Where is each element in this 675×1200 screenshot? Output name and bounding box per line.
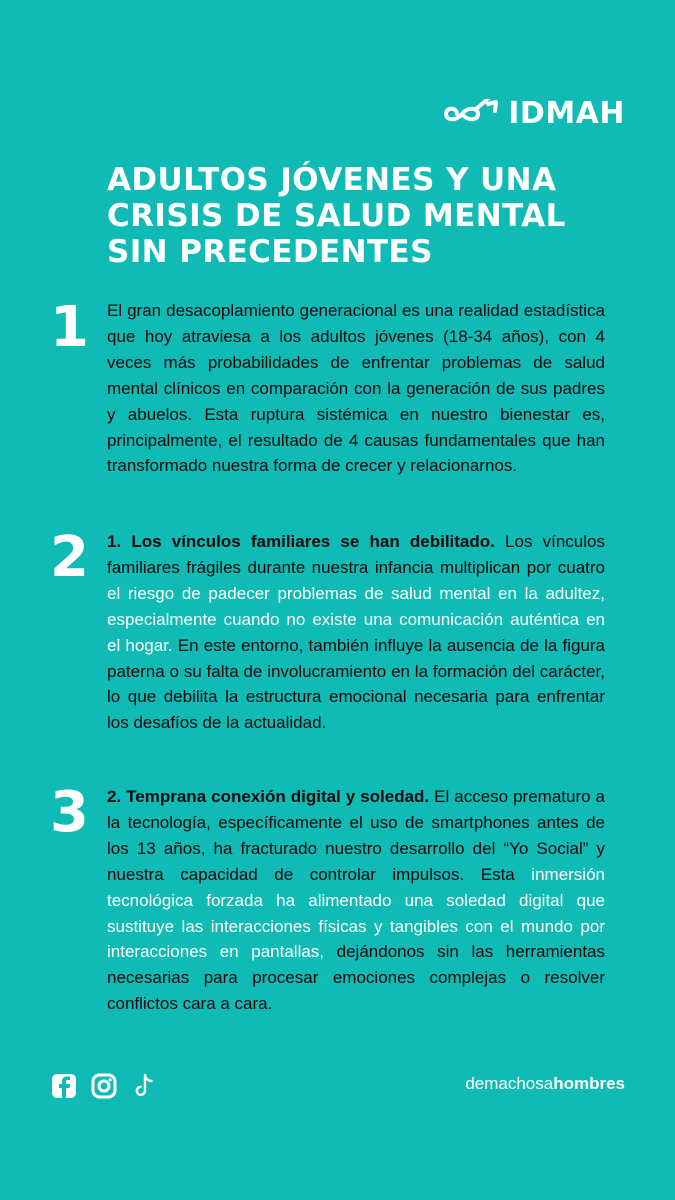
page-title <box>107 162 627 270</box>
instagram-icon[interactable] <box>90 1072 118 1100</box>
section-paragraph <box>107 298 605 479</box>
paragraph-text: dejándonos sin las herramientas necesarias para procesar emociones complejas o resolver conflictos cara a cara. <box>107 942 606 1014</box>
section-paragraph <box>107 529 605 736</box>
brand-logo <box>442 96 625 131</box>
section-number: 3 <box>50 780 89 845</box>
handle-regular: demachosa <box>465 1074 554 1093</box>
tiktok-icon[interactable] <box>130 1072 158 1100</box>
paragraph-text: El gran desacoplamiento generacional es una realidad estadística que hoy atraviesa a los adultos jóvenes (18-34 años), con 4 veces más probabilidades de enfrentar problemas de salud mental clínicos en comparación con la generación de sus padres y abuelos. Esta ruptura sistémica en nuestro bienestar es, principalmente, el resultado de 4 causas fundamentales que han transformado nuestra forma de crecer y relacionarnos. <box>107 301 605 476</box>
handle-bold: hombres <box>553 1074 625 1093</box>
title-line: CRISIS DE SALUD MENTAL <box>107 198 566 234</box>
social-icons <box>50 1072 158 1100</box>
facebook-icon[interactable] <box>50 1072 78 1100</box>
highlighted-text: inmersión tecnológica forzada ha alimentado una soledad digital que sustituye las interacciones físicas y tangibles con el mundo por interacciones en pantallas, <box>107 864 605 962</box>
section-number: 2 <box>50 525 89 590</box>
section-heading: 1. Los vínculos familiares se han debilitado. <box>107 532 495 551</box>
section-number: 1 <box>50 295 89 360</box>
paragraph-text: El acceso prematuro a la tecnología, específicamente el uso de smartphones antes de los 13 años, ha fracturado nuestro desarrollo del “Yo Social” y nuestra capacidad de controlar impulsos. Esta <box>107 787 606 884</box>
section-paragraph <box>107 784 605 1017</box>
paragraph-text: Los vínculos familiares frágiles durante nuestra infancia multiplican por cuatro <box>107 532 605 577</box>
highlighted-text: el riesgo de padecer problemas de salud mental en la adultez, especialmente cuando no existe una comunicación auténtica en el hogar. <box>107 583 605 655</box>
brand-name: IDMAH <box>508 96 625 131</box>
title-line: ADULTOS JÓVENES Y UNA <box>107 162 557 198</box>
infinity-male-symbol-icon <box>442 99 500 129</box>
paragraph-text: En este entorno, también influye la ausencia de la figura paterna o su falta de involucramiento en la formación del carácter, lo que debilita la estructura emocional necesaria para enfrentar los desafíos de la actualidad. <box>107 635 605 733</box>
section-heading: 2. Temprana conexión digital y soledad. <box>107 787 430 806</box>
title-line: SIN PRECEDENTES <box>107 234 433 270</box>
social-handle[interactable] <box>465 1074 625 1094</box>
